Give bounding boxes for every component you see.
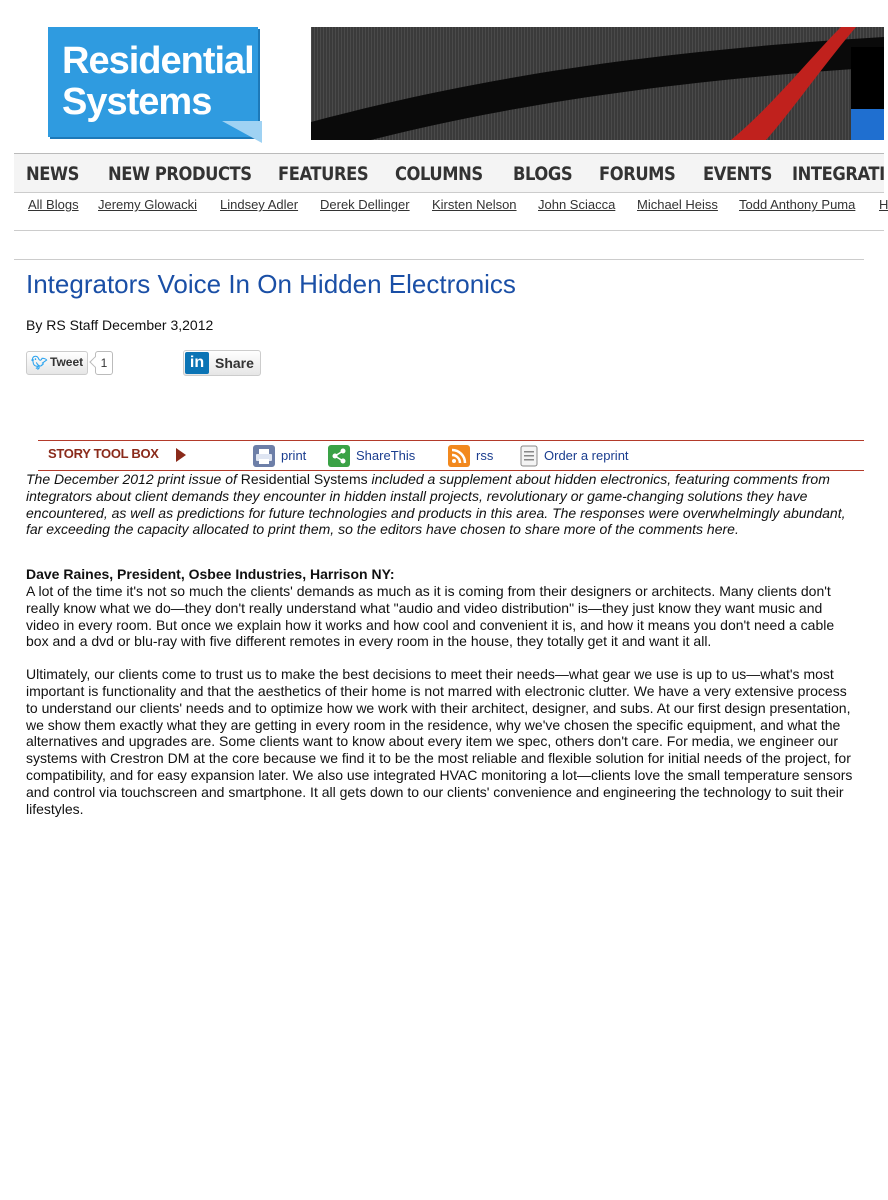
article-intro xyxy=(26,471,856,538)
article-paragraph-2: Ultimately, our clients come to trust us to make the best decisions to meet their needs—what gear we use is up to us—what's most important is functionality and that the aesthetics of their home is not marred with electronic clutter. We have a very extensive process to understand our clients' needs and to optimize how we work with their architect, designer, and subs. At our first design presentation, we show them exactly what they are getting in every room in the residence, why we've chosen the specific equipment, and what the alternatives and upgrades are. Some clients want to know about every item we spec, others don't care. For media, we engineer our systems with Crestron DM at the core because we find it to be the most reliable and flexible solution for initial needs of the project, for compatibility, and for easy expansion later. We also use integrated HVAC monitoring a lot—clients love the small temperature sensors and control via touchscreen and smartphone. It all gets down to our clients' convenience and engineering the technology to suit their lifestyles. xyxy=(26,666,853,817)
nav-new-products[interactable]: NEW PRODUCTS xyxy=(108,163,252,185)
subnav-more[interactable]: H xyxy=(879,197,888,212)
nav-news[interactable]: NEWS xyxy=(26,163,79,185)
tweet-label: Tweet xyxy=(50,355,84,369)
nav-events[interactable]: EVENTS xyxy=(703,163,772,185)
linkedin-share-button[interactable] xyxy=(183,350,261,376)
intro-text-2: included a supplement about hidden electronics, featuring comments from integrators about client demands they encounter in hidden install projects, revolutionary or game-changing solutions they have encountered, as well as predictions for future technologies and products in this area. The responses were overwhelmingly abundant, far exceeding the capacity allocated to print them, so the editors have chosen to share more of the comments here. xyxy=(26,471,846,538)
printer-icon xyxy=(253,445,275,467)
intro-text-1: The December 2012 print issue of xyxy=(26,471,241,487)
article-paragraph-1: A lot of the time it's not so much the clients' demands as much as it is coming from their designers or architects. Many clients don't really know what we do—they don't really understand what "audio and video distribution" is—they just know they want music and video in every room. But once we explain how it works and how cool and convenient it is, and how it means you don't need a cable box and a dvd or blu-ray with five different remotes in every room in the house, they totally get it and want it all. xyxy=(26,582,835,650)
document-icon xyxy=(518,445,540,467)
rss-icon xyxy=(448,445,470,467)
logo-text xyxy=(62,41,254,123)
subnav-all-blogs[interactable]: All Blogs xyxy=(28,197,79,212)
tweet-button[interactable] xyxy=(26,351,88,375)
story-tool-box xyxy=(38,440,864,471)
subnav-john-sciacca[interactable]: John Sciacca xyxy=(538,197,616,212)
subnav-lindsey-adler[interactable]: Lindsey Adler xyxy=(220,197,299,212)
rss-label: rss xyxy=(476,448,494,463)
twitter-bird-icon: 🐦︎ xyxy=(31,355,48,370)
tweet-count: 1 xyxy=(95,351,113,375)
article-byline: By RS Staff December 3,2012 xyxy=(26,317,214,333)
linkedin-share-label: Share xyxy=(215,355,254,371)
header-banner xyxy=(311,27,884,140)
logo-page-curl xyxy=(222,121,262,143)
subnav-kirsten-nelson[interactable]: Kirsten Nelson xyxy=(432,197,517,212)
logo-line-1: Residential xyxy=(62,40,254,82)
linkedin-icon: in xyxy=(185,352,209,374)
blog-subnav xyxy=(14,192,888,231)
site-header xyxy=(0,0,884,150)
speaker-heading: Dave Raines, President, Osbee Industries, Harrison NY: xyxy=(26,566,395,583)
publication-name: Residential Systems xyxy=(240,471,368,487)
main-nav xyxy=(14,153,884,193)
nav-blogs[interactable]: BLOGS xyxy=(513,163,573,185)
subnav-jeremy-glowacki[interactable]: Jeremy Glowacki xyxy=(98,197,197,212)
site-logo[interactable] xyxy=(48,27,258,137)
print-label: print xyxy=(281,448,307,463)
subnav-derek-dellinger[interactable]: Derek Dellinger xyxy=(320,197,410,212)
nav-columns[interactable]: COLUMNS xyxy=(395,163,483,185)
tool-box-title: STORY TOOL BOX xyxy=(48,446,159,461)
order-reprint-label: Order a reprint xyxy=(544,448,629,463)
nav-forums[interactable]: FORUMS xyxy=(599,163,676,185)
share-icon xyxy=(328,445,350,467)
subnav-todd-anthony-puma[interactable]: Todd Anthony Puma xyxy=(739,197,856,212)
content-divider xyxy=(14,259,864,260)
article-title: Integrators Voice In On Hidden Electronics xyxy=(26,269,516,299)
logo-line-2: Systems xyxy=(62,81,212,123)
subnav-michael-heiss[interactable]: Michael Heiss xyxy=(637,197,718,212)
nav-integration[interactable]: INTEGRATI xyxy=(792,163,885,185)
tool-box-arrow-icon xyxy=(176,448,186,462)
sharethis-label: ShareThis xyxy=(356,448,416,463)
nav-features[interactable]: FEATURES xyxy=(278,163,369,185)
article-body xyxy=(26,471,856,833)
